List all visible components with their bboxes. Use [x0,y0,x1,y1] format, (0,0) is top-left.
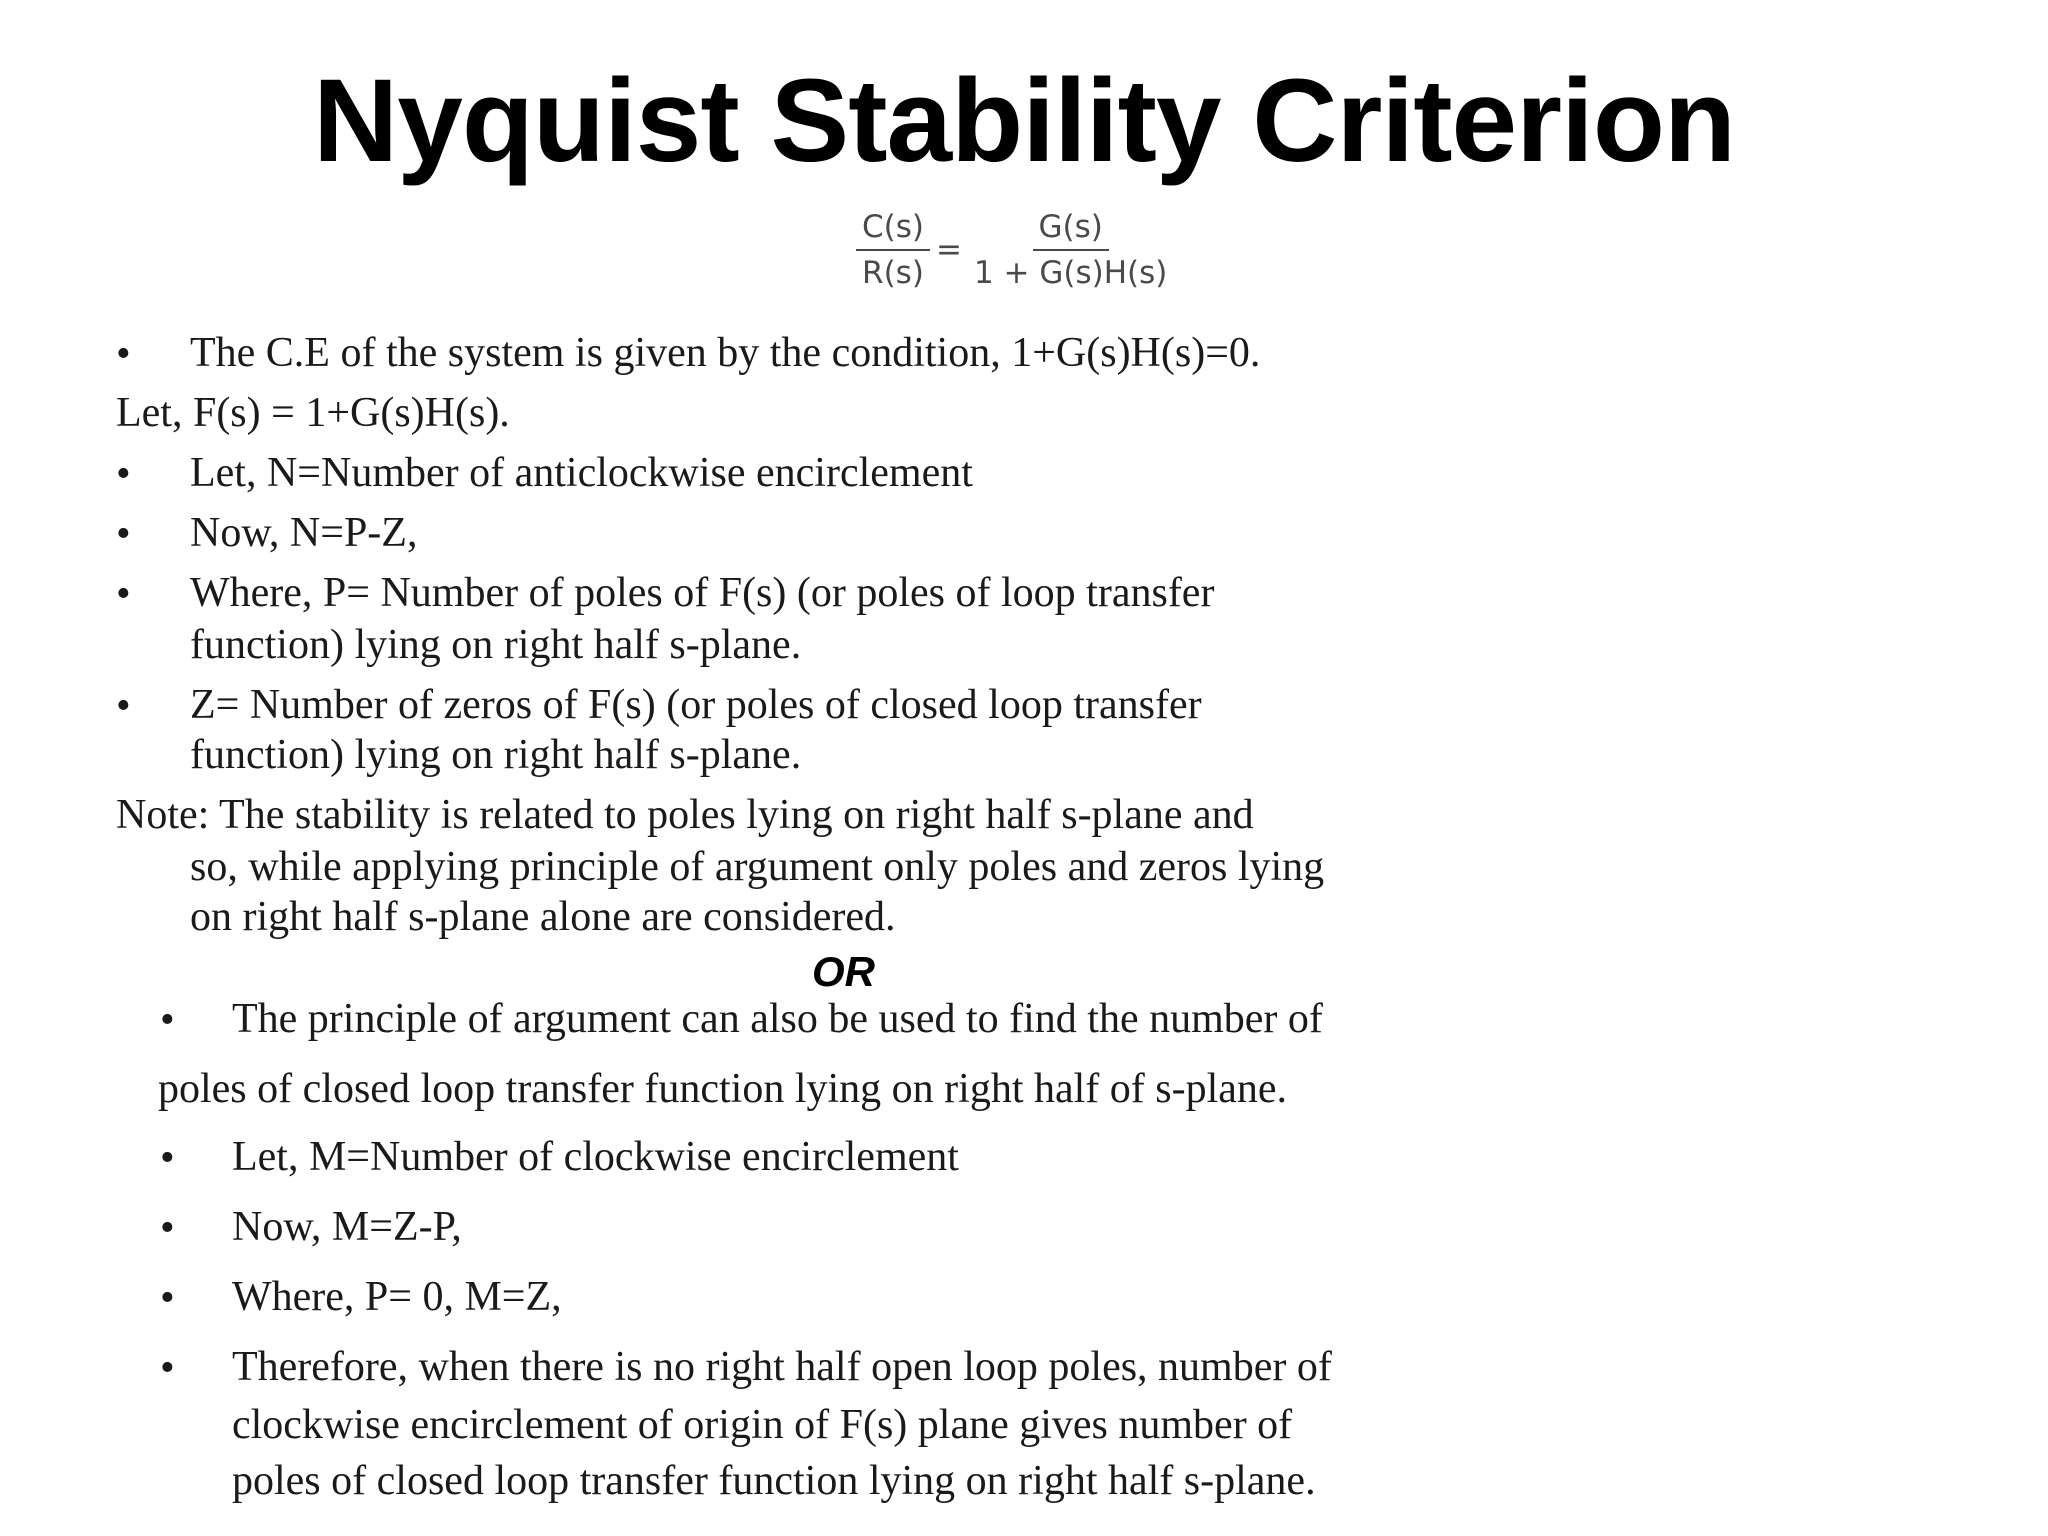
bullet-icon: • [160,997,175,1043]
let-f-text: Let, F(s) = 1+G(s)H(s). [116,390,510,436]
let-m-text: Let, M=Number of clockwise encirclement [232,1134,959,1180]
therefore-text-1: Therefore, when there is no right half open loop poles, number of [232,1344,1332,1390]
bullet-icon: • [160,1345,175,1391]
where-p0-text: Where, P= 0, M=Z, [232,1274,562,1320]
bullet-icon: • [160,1135,175,1181]
let-n-text: Let, N=Number of anticlockwise encirclement [190,450,973,496]
bullet-icon: • [116,571,131,617]
principle-text-1: The principle of argument can also be used to find the number of [232,996,1323,1042]
bullet-icon: • [116,511,131,557]
now-m-text: Now, M=Z-P, [232,1204,462,1250]
bullet-icon: • [116,683,131,729]
rhs-numerator: G(s) [1033,209,1109,251]
bullet-icon: • [160,1275,175,1321]
z-text-1: Z= Number of zeros of F(s) (or poles of closed loop transfer [190,682,1202,728]
therefore-text-2: clockwise encirclement of origin of F(s) plane gives number of [232,1402,1293,1448]
rhs-fraction [968,209,1173,291]
ce-text: The C.E of the system is given by the condition, 1+G(s)H(s)=0. [190,330,1261,376]
note-text-1: Note: The stability is related to poles lying on right half s-plane and [116,792,1254,838]
z-text-2: function) lying on right half s-plane. [190,732,802,778]
where-p-text-1: Where, P= Number of poles of F(s) (or poles of loop transfer [190,570,1215,616]
slide-title: Nyquist Stability Criterion [313,55,1735,187]
equals-sign: = [936,232,962,268]
note-text-2: so, while applying principle of argument only poles and zeros lying [190,844,1325,890]
transfer-function-formula [856,200,1173,300]
now-n-text: Now, N=P-Z, [190,510,418,556]
bullet-icon: • [116,331,131,377]
lhs-denominator: R(s) [862,255,924,291]
where-p-text-2: function) lying on right half s-plane. [190,622,802,668]
rhs-denominator: 1 + G(s)H(s) [973,255,1168,291]
principle-text-2: poles of closed loop transfer function lying on right half of s-plane. [158,1066,1288,1112]
lhs-numerator: C(s) [856,209,930,251]
or-label: OR [812,948,875,995]
note-text-3: on right half s-plane alone are considered. [190,894,896,940]
lhs-fraction [856,209,930,291]
therefore-text-3: poles of closed loop transfer function lying on right half s-plane. [232,1458,1316,1504]
bullet-icon: • [116,451,131,497]
bullet-icon: • [160,1205,175,1251]
